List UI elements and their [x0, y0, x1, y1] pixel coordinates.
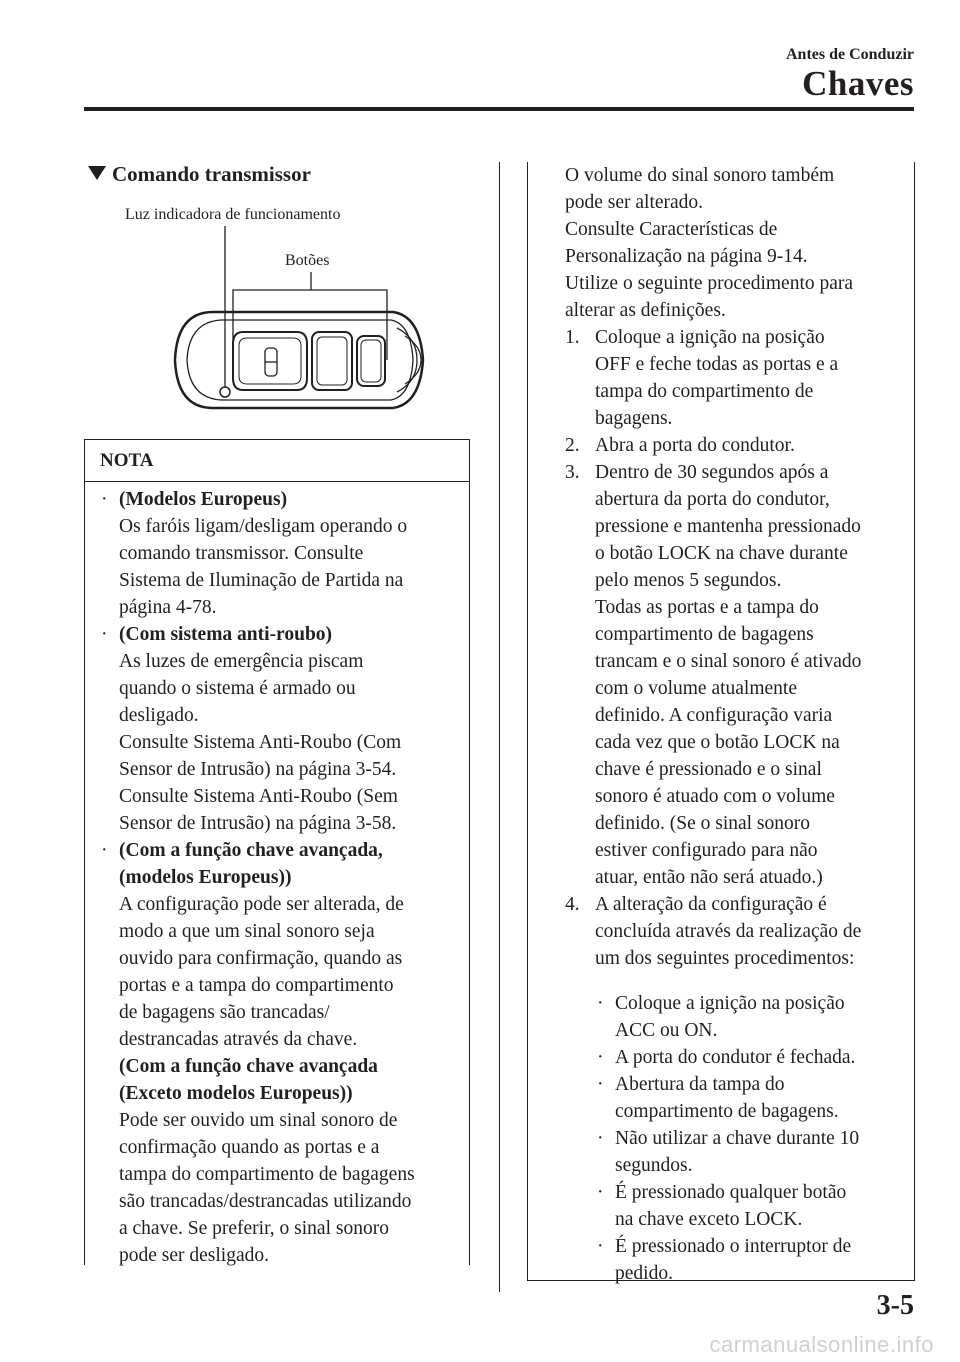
sub-item: · Abertura da tampa do compartimento de bagagens. [597, 1074, 839, 1122]
label-indicator-light: Luz indicadora de funcionamento [125, 206, 341, 223]
note-item: · (Com a função chave avançada, (modelos Europeus)) A configuração pode ser alterada, de modo a que um sinal sonoro seja ouvido para confirmação, quando as portas e a tampa do compartimento de bagagens são trancadas/ destrancadas através da chave. (Com a função chave avançada (Exceto modelos Europeus)) Pode ser ouvido um sinal sonoro de confirmação quando as portas e a tampa do compartimento de bagagens são trancadas/destrancadas utilizando a chave. Se preferir, o sinal sonoro pode ser desligado. [101, 840, 415, 1266]
sub-item: · É pressionado qualquer botão na chave exceto LOCK. [597, 1182, 847, 1230]
running-header-chapter: Chaves [802, 64, 914, 103]
running-header-section: Antes de Conduzir [785, 46, 914, 63]
sub-item: · Coloque a ignição na posição ACC ou ON. [597, 993, 845, 1041]
step-item: 3. Dentro de 30 segundos após a abertura da porta do condutor, pressione e mantenha pressionado o botão LOCK na chave durante pelo menos 5 segundos. Todas as portas e a tampa do compartimento de bagagens trancam e o sinal sonoro é ativado com o volume atualmente definido. A configuração varia cada vez que o botão LOCK na chave é pressionado e o sinal sonoro é atuado com o volume definido. (Se o sinal sonoro estiver configurado para não atuar, então não será atuado.) [565, 462, 862, 888]
sub-item: · É pressionado o interruptor de pedido. [597, 1236, 852, 1284]
sub-item: · Não utilizar a chave durante 10 segundos. [597, 1128, 860, 1176]
note-title: NOTA [85, 440, 469, 482]
column-divider [499, 162, 500, 1292]
note-box [84, 439, 470, 1265]
page-number: 3-5 [876, 1290, 914, 1321]
note-body [85, 482, 469, 1269]
sub-item: · A porta do condutor é fechada. [597, 1047, 856, 1068]
note-item: · (Modelos Europeus) Os faróis ligam/desligam operando o comando transmissor. Consulte Sistema de Iluminação de Partida na página 4-78. [101, 489, 408, 618]
triangle-icon [88, 166, 106, 180]
right-column [527, 162, 915, 1284]
step-item: 4. A alteração da configuração é concluída através da realização de um dos seguintes procedimentos: [565, 894, 862, 969]
note-item: · (Com sistema anti-roubo) As luzes de emergência piscam quando o sistema é armado ou desligado. Consulte Sistema Anti-Roubo (Com Sensor de Intrusão) na página 3-54. Consulte Sistema Anti-Roubo (Sem Sensor de Intrusão) na página 3-58. [101, 624, 402, 834]
key-fob-illustration [165, 220, 435, 420]
right-column-body [528, 162, 914, 1287]
intro-paragraph: O volume do sinal sonoro também pode ser alterado. Consulte Características de Personalização na página 9-14. Utilize o seguinte procedimento para alterar as definições. [565, 165, 854, 321]
section-title: Comando transmissor [88, 162, 311, 187]
step-item: 1. Coloque a ignição na posição OFF e feche todas as portas e a tampa do compartimento de bagagens. [565, 327, 839, 429]
spacer [565, 972, 906, 990]
step-item: 2. Abra a porta do condutor. [565, 435, 795, 456]
label-buttons: Botões [285, 252, 330, 269]
watermark[interactable]: carmanualsonline.info [709, 1332, 934, 1357]
header-rule [84, 107, 914, 111]
